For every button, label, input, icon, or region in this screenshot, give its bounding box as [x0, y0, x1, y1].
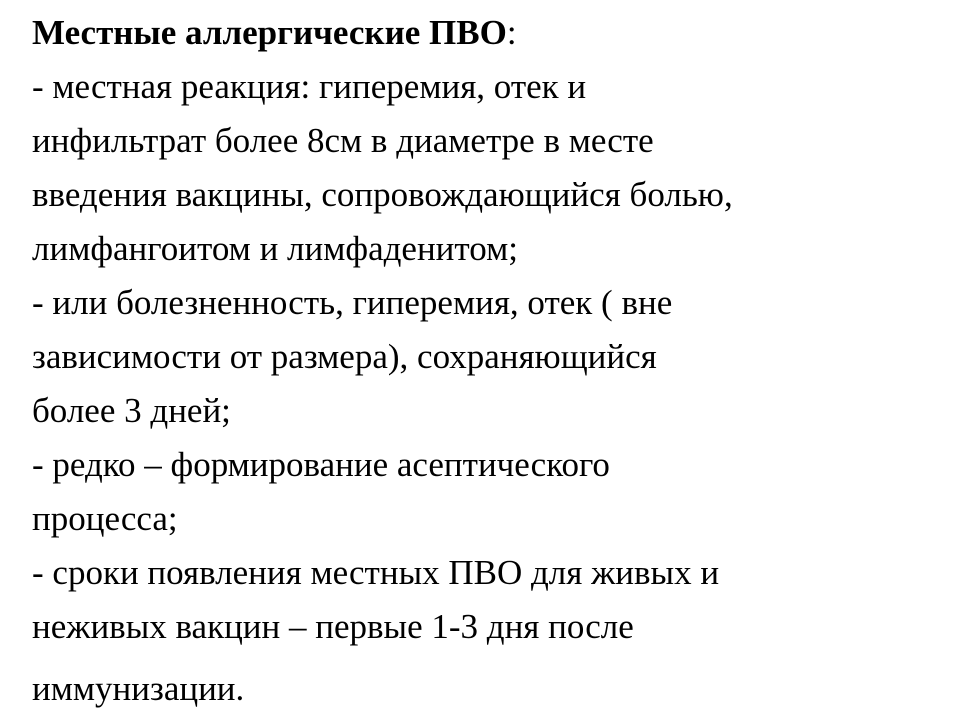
text-line: введения вакцины, сопровождающийся болью, [32, 175, 733, 214]
text-line: - редко – формирование асептического [32, 445, 610, 484]
text-line: неживых вакцин – первые 1-3 дня после [32, 607, 634, 646]
text-line: зависимости от размера), сохраняющийся [32, 337, 657, 376]
text-line: иммунизации. [32, 669, 245, 708]
text-line: инфильтрат более 8см в диаметре в месте [32, 121, 654, 160]
text-line: процесса; [32, 499, 178, 538]
text-line: более 3 дней; [32, 391, 231, 430]
text-line: - местная реакция: гиперемия, отек и [32, 67, 587, 106]
title-line [32, 6, 947, 60]
slide-title: Местные аллергические ПВО [32, 13, 507, 52]
slide-text-block [32, 6, 947, 716]
text-line: лимфангоитом и лимфаденитом; [32, 229, 518, 268]
text-line: - сроки появления местных ПВО для живых и [32, 553, 720, 592]
title-colon: : [506, 13, 517, 52]
text-line: - или болезненность, гиперемия, отек ( вне [32, 283, 673, 322]
